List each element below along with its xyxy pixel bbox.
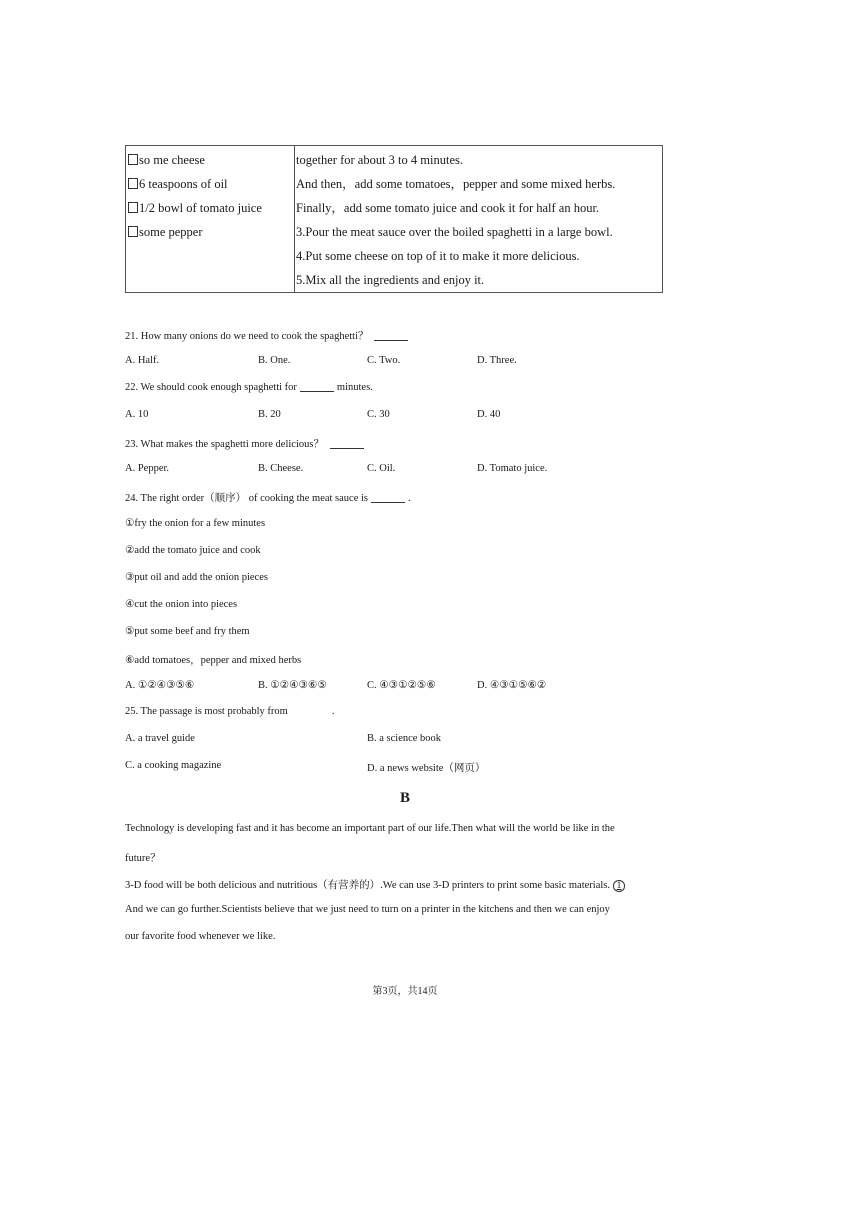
option-d: D. Three. xyxy=(477,355,517,366)
option-c: C. ④③①②⑤⑥ xyxy=(367,680,436,691)
option-b: B. One. xyxy=(258,355,291,366)
order-item: ②add the tomato juice and cook xyxy=(125,545,261,556)
option-b: B. Cheese. xyxy=(258,463,304,474)
option-d: D. ④③①⑤⑥② xyxy=(477,680,547,691)
answer-blank xyxy=(330,448,364,449)
answer-blank xyxy=(374,340,408,341)
order-item: ⑥add tomatoes，pepper and mixed herbs xyxy=(125,655,302,666)
option-a: A. 10 xyxy=(125,409,149,420)
paragraph-line: 3-D food will be both delicious and nutritious（有营养的）.We can use 3-D printers to print some basic materials. 1 xyxy=(125,877,695,892)
order-item: ④cut the onion into pieces xyxy=(125,599,238,610)
ingredient-item: 1/2 bowl of tomato juice xyxy=(128,196,294,220)
question-21: 21. How many onions do we need to cook the spaghetti？ xyxy=(125,328,411,343)
ingredients-column xyxy=(126,146,295,292)
step-line: 3.Pour the meat sauce over the boiled spaghetti in a large bowl. xyxy=(296,225,613,239)
order-item: ⑤put some beef and fry them xyxy=(125,626,250,637)
ingredient-item: so me cheese xyxy=(128,148,294,172)
option-d: D. a news website（网页） xyxy=(367,763,486,774)
section-heading: B xyxy=(399,790,410,806)
option-d: D. 40 xyxy=(477,409,501,420)
option-a: A. ①②④③⑤⑥ xyxy=(125,680,195,691)
option-c: C. Two. xyxy=(367,355,401,366)
checkbox-icon xyxy=(128,154,138,165)
paragraph-line: future？ xyxy=(125,853,161,864)
answer-blank xyxy=(300,391,334,392)
option-a: A. a travel guide xyxy=(125,733,195,744)
blank-marker: 1 xyxy=(613,880,626,892)
recipe-table xyxy=(125,145,663,293)
step-line: And then，add some tomatoes，pepper and some mixed herbs. xyxy=(296,177,616,191)
option-b: B. a science book xyxy=(367,733,442,744)
checkbox-icon xyxy=(128,202,138,213)
step-line: Finally，add some tomato juice and cook it for half an hour. xyxy=(296,201,600,215)
option-c: C. a cooking magazine xyxy=(125,760,222,771)
option-b: B. ①②④③⑥⑤ xyxy=(258,680,327,691)
paragraph-line: our favorite food whenever we like. xyxy=(125,931,276,942)
ingredient-item: some pepper xyxy=(128,220,294,244)
order-item: ①fry the onion for a few minutes xyxy=(125,518,266,529)
question-24: 24. The right order（顺序） of cooking the meat sauce is . xyxy=(125,493,411,504)
option-a: A. Pepper. xyxy=(125,463,170,474)
step-line: 5.Mix all the ingredients and enjoy it. xyxy=(296,273,485,287)
option-c: C. 30 xyxy=(367,409,390,420)
option-c: C. Oil. xyxy=(367,463,396,474)
option-a: A. Half. xyxy=(125,355,160,366)
paragraph-line: And we can go further.Scientists believe that we just need to turn on a printer in the kitchens and then we can enjoy xyxy=(125,904,610,915)
step-line: 4.Put some cheese on top of it to make it more delicious. xyxy=(296,249,580,263)
question-23: 23. What makes the spaghetti more delicious？ xyxy=(125,436,367,451)
question-25: 25. The passage is most probably from . xyxy=(125,706,335,717)
checkbox-icon xyxy=(128,178,138,189)
option-d: D. Tomato juice. xyxy=(477,463,548,474)
question-22: 22. We should cook enough spaghetti for minutes. xyxy=(125,382,373,393)
ingredient-item: 6 teaspoons of oil xyxy=(128,172,294,196)
order-item: ③put oil and add the onion pieces xyxy=(125,572,268,583)
steps-column xyxy=(295,146,662,292)
paragraph-line: Technology is developing fast and it has become an important part of our life.Then what will the world be like in the xyxy=(125,823,615,834)
option-b: B. 20 xyxy=(258,409,281,420)
answer-blank xyxy=(371,502,405,503)
checkbox-icon xyxy=(128,226,138,237)
page-number: 第3页，共14页 xyxy=(372,986,438,997)
step-line: together for about 3 to 4 minutes. xyxy=(296,153,463,167)
